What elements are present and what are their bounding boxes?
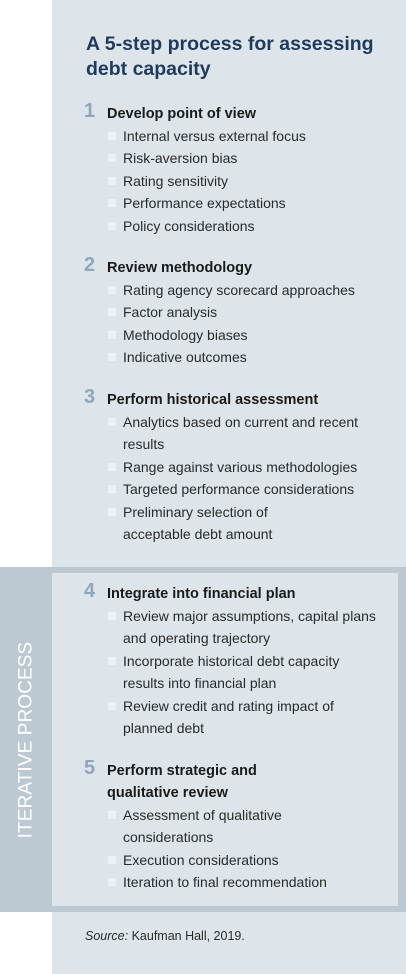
step-title: Perform historical assessment (107, 392, 319, 408)
list-item-text: Assessment of qualitative considerations (123, 807, 282, 846)
list-item-text: Risk-aversion bias (123, 150, 238, 167)
step-items (84, 605, 376, 739)
list-item (84, 478, 384, 500)
step-2 (84, 254, 394, 369)
bullet-square-icon (108, 418, 116, 426)
bullet-square-icon (108, 177, 116, 185)
list-item-text: Internal versus external focus (123, 128, 306, 144)
step-items (84, 279, 394, 369)
list-item-text: Factor analysis (123, 304, 218, 321)
list-item-text: Methodology biases (123, 326, 248, 343)
list-item-text: Review credit and rating impact of planned debt (123, 697, 334, 737)
list-item (84, 605, 376, 650)
iterative-label-wrap (6, 567, 46, 912)
bullet-square-icon (108, 308, 116, 316)
list-item (84, 147, 394, 169)
source-note (85, 929, 245, 943)
list-item (84, 456, 384, 478)
source-label: Source: (85, 929, 129, 943)
list-item (84, 650, 376, 695)
list-item (84, 411, 384, 456)
list-item (84, 849, 364, 871)
list-item-text: Targeted performance considerations (123, 481, 355, 498)
list-item (84, 192, 394, 214)
list-item (84, 804, 364, 849)
step-number: 4 (84, 580, 96, 602)
bullet-square-icon (108, 657, 116, 665)
list-item-text: Indicative outcomes (123, 349, 247, 366)
list-item (84, 125, 394, 147)
step-number: 5 (84, 757, 96, 779)
list-item (84, 871, 364, 893)
page-title: A 5-step process for assessing debt capacity (86, 33, 374, 80)
list-item-text: Rating sensitivity (123, 172, 229, 189)
step-items (84, 411, 384, 545)
list-item (84, 215, 394, 237)
step-number: 2 (84, 254, 96, 276)
bullet-square-icon (108, 222, 116, 230)
list-item (84, 301, 394, 323)
step-5 (84, 757, 394, 894)
step-number: 1 (84, 100, 96, 122)
bullet-square-icon (108, 878, 116, 886)
step-title: Review methodology (107, 260, 253, 276)
bullet-square-icon (108, 856, 116, 864)
iterative-process-label: ITERATIVE PROCESS (15, 641, 37, 838)
bullet-square-icon (108, 154, 116, 162)
step-4 (84, 580, 394, 739)
list-item-text: Incorporate historical debt capacity results into financial plan (123, 652, 340, 692)
list-item-text: Performance expectations (123, 195, 286, 212)
bullet-square-icon (108, 463, 116, 471)
list-item-text: Analytics based on current and recent results (123, 414, 359, 453)
list-item (84, 324, 394, 346)
bullet-square-icon (108, 702, 116, 710)
list-item-text: Iteration to final recommendation (123, 874, 327, 891)
bullet-square-icon (108, 485, 116, 493)
bullet-square-icon (108, 132, 116, 140)
list-item (84, 346, 394, 368)
bullet-square-icon (108, 811, 116, 819)
step-title: Integrate into financial plan (107, 586, 296, 602)
list-item (84, 501, 384, 546)
step-title: Perform strategic and qualitative review (107, 763, 257, 801)
step-number: 3 (84, 386, 96, 408)
list-item (84, 279, 394, 301)
step-title: Develop point of view (107, 106, 257, 122)
list-item-text: Execution considerations (123, 851, 279, 868)
bullet-square-icon (108, 612, 116, 620)
list-item-text: Rating agency scorecard approaches (123, 282, 355, 298)
list-item-text: Review major assumptions, capital plans and operating trajectory (123, 608, 376, 647)
bullet-square-icon (108, 286, 116, 294)
list-item-text: Policy considerations (123, 217, 255, 234)
bullet-square-icon (108, 353, 116, 361)
bullet-square-icon (108, 199, 116, 207)
step-1 (84, 100, 394, 237)
step-3 (84, 386, 394, 545)
bullet-square-icon (108, 508, 116, 516)
list-item-text: Range against various methodologies (123, 458, 358, 475)
list-item-text: Preliminary selection of acceptable debt amount (123, 503, 273, 543)
list-item (84, 695, 376, 740)
step-items (84, 125, 394, 237)
list-item (84, 170, 394, 192)
step-items (84, 804, 364, 894)
bullet-square-icon (108, 331, 116, 339)
source-text: Kaufman Hall, 2019. (131, 929, 245, 943)
